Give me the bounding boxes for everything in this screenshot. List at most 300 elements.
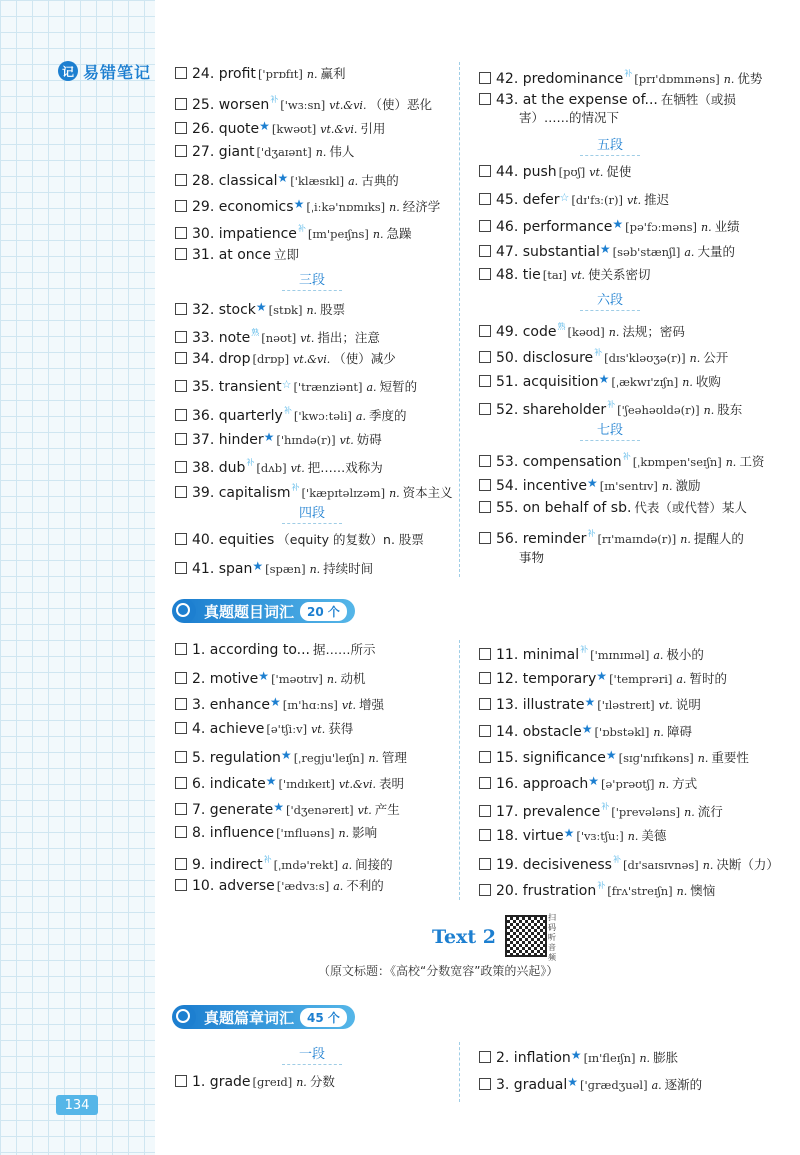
vocab-entry	[175, 531, 424, 549]
phonetic: [ə'tʃiːv]	[266, 721, 308, 736]
vocab-word: 15. significance	[496, 749, 606, 766]
vocab-word: 26. quote	[192, 120, 260, 137]
checkbox[interactable]	[479, 777, 491, 789]
checkbox[interactable]	[479, 375, 491, 387]
mark-icon: 补	[263, 854, 272, 864]
paragraph-heading: 一段	[282, 1046, 342, 1065]
mark-icon: ★	[255, 300, 267, 315]
vocab-word: 7. generate	[192, 802, 274, 819]
phonetic: ['ɪnfluəns]	[276, 826, 335, 841]
vocab-word: 3. gradual	[496, 1077, 568, 1093]
vocab-entry	[175, 641, 376, 659]
mark-icon: 补	[594, 348, 603, 357]
phonetic: [ɪn'fleɪʃn]	[583, 1051, 636, 1065]
mark-icon: 补	[297, 224, 306, 234]
vocab-word: 39. capitalism	[192, 485, 291, 502]
logo-text: 易错笔记	[83, 62, 152, 82]
mark-icon: 补	[580, 645, 589, 654]
part-of-speech: n.	[684, 806, 695, 820]
checkbox[interactable]	[175, 200, 187, 212]
part-of-speech: vt.&vi.	[320, 122, 358, 136]
phonetic: ['dʒaɪənt]	[256, 144, 312, 159]
vocab-entry	[479, 65, 762, 89]
mark-icon: 熟	[251, 328, 260, 337]
vocab-entry	[479, 448, 764, 472]
meaning: （使）恶化	[369, 96, 432, 112]
part-of-speech: vt.&vi.	[338, 778, 376, 791]
checkbox[interactable]	[175, 803, 187, 815]
vocab-entry	[175, 350, 396, 369]
part-of-speech: n.	[306, 304, 318, 318]
meaning: 股东	[717, 401, 743, 417]
part-of-speech: a.	[684, 246, 695, 260]
mark-icon: ★	[263, 429, 275, 444]
part-of-speech: vt.	[339, 433, 354, 447]
part-of-speech: a.	[355, 409, 366, 423]
mark-icon: ★	[588, 774, 599, 788]
vocab-entry	[479, 824, 666, 846]
mark-icon: ★	[599, 242, 611, 257]
vocab-entry	[479, 693, 701, 715]
part-of-speech: n.	[723, 73, 735, 86]
vocab-entry	[175, 454, 383, 478]
meaning: 管理	[381, 749, 407, 765]
phonetic: [kwəʊt]	[271, 121, 317, 136]
part-of-speech: vt.&vi.	[293, 352, 331, 366]
vocab-word: 16. approach	[496, 776, 589, 792]
meaning: 膨胀	[653, 1050, 679, 1065]
vocab-entry	[175, 402, 406, 426]
checkbox[interactable]	[175, 122, 187, 134]
vocab-word: 50. disclosure	[496, 350, 594, 366]
part-of-speech: n.	[703, 403, 715, 417]
checkbox[interactable]	[479, 479, 491, 491]
part-of-speech: n.	[368, 751, 379, 765]
phonetic: [spæn]	[265, 562, 306, 577]
checkbox[interactable]	[175, 486, 187, 498]
meaning: 使关系密切	[588, 267, 651, 283]
vocab-word: 24. profit	[192, 66, 256, 82]
paragraph-heading: 七段	[580, 422, 640, 441]
checkbox[interactable]	[479, 351, 491, 363]
phonetic: [kəʊd]	[567, 325, 605, 340]
phonetic: [dɪ'saɪsɪvnəs]	[622, 857, 699, 872]
vocab-word: 51. acquisition	[496, 373, 599, 390]
vocab-word: 18. virtue	[496, 828, 564, 845]
part-of-speech: n.	[725, 455, 737, 469]
checkbox[interactable]	[479, 72, 491, 84]
phonetic: ['ʃeəhəʊldə(r)]	[617, 402, 700, 417]
vocab-word: 1. grade	[192, 1074, 251, 1090]
vocab-word: 34. drop	[192, 350, 251, 367]
mark-icon: ★	[605, 747, 617, 762]
page-number: 134	[56, 1095, 98, 1115]
checkbox[interactable]	[175, 303, 187, 315]
banner-count: 45 个	[300, 1008, 347, 1027]
phonetic: ['klæsɪkl]	[290, 173, 345, 188]
meaning: 短暂的	[379, 378, 418, 394]
part-of-speech: a.	[366, 380, 377, 394]
part-of-speech: n.	[389, 487, 400, 501]
phonetic: [ə'prəʊtʃ]	[601, 777, 655, 791]
meaning: 公开	[703, 350, 729, 365]
checkbox[interactable]	[175, 533, 187, 545]
vocab-word: 25. worsen	[192, 96, 270, 113]
checkbox[interactable]	[175, 145, 187, 157]
checkbox[interactable]	[479, 1078, 491, 1090]
mark-icon: ★	[596, 669, 608, 684]
meaning: 收购	[695, 373, 721, 389]
meaning: 间接的	[355, 856, 393, 872]
vocab-entry	[479, 396, 742, 420]
mark-icon: ★	[259, 118, 270, 133]
part-of-speech: n.	[682, 375, 693, 389]
checkbox[interactable]	[175, 67, 187, 79]
vocab-entry	[175, 428, 382, 450]
vocab-entry	[479, 240, 735, 262]
meaning: 激励	[675, 477, 701, 493]
checkbox[interactable]	[479, 698, 491, 710]
meaning: 促使	[606, 163, 632, 179]
part-of-speech: n.	[676, 884, 688, 898]
meaning-continued: 害）……的情况下	[519, 109, 620, 125]
checkbox[interactable]	[479, 805, 491, 817]
phonetic: [prɪ'dɒmɪnəns]	[634, 72, 720, 86]
meaning: 伟人	[329, 143, 355, 159]
paragraph-heading: 三段	[282, 272, 342, 291]
part-of-speech: n.	[697, 751, 709, 765]
checkbox[interactable]	[175, 1075, 187, 1087]
vocab-word: 28. classical	[192, 172, 278, 189]
part-of-speech: n.	[372, 228, 384, 242]
paragraph-heading: 六段	[580, 292, 640, 311]
meaning: 法规；密码	[622, 324, 685, 340]
checkbox[interactable]	[479, 501, 491, 513]
meaning: 重要性	[711, 749, 749, 765]
phonetic: [frʌ'streɪʃn]	[607, 883, 673, 898]
mark-icon: 补	[246, 457, 255, 467]
vocab-word: 8. influence	[192, 825, 275, 842]
checkbox[interactable]	[479, 165, 491, 177]
mark-icon: ★	[563, 826, 575, 841]
vocab-word: 14. obstacle	[496, 723, 582, 740]
mark-icon: 补	[612, 854, 621, 864]
vocab-entry	[479, 370, 721, 392]
mark-icon: ★	[293, 196, 305, 211]
checkbox[interactable]	[175, 331, 187, 343]
phonetic: [səb'stænʃl]	[612, 245, 681, 260]
meaning: 提醒人的	[693, 531, 744, 547]
vocab-entry	[479, 1073, 702, 1095]
phonetic: ['məʊtɪv]	[271, 672, 323, 687]
checkbox[interactable]	[175, 672, 187, 684]
meaning-continued: 事物	[519, 550, 545, 566]
part-of-speech: vt.	[589, 165, 604, 179]
vocab-word: 13. illustrate	[496, 697, 585, 714]
meaning: 赢利	[320, 66, 346, 81]
meaning: 产生	[374, 802, 400, 818]
meaning: 获得	[328, 720, 354, 736]
vocab-word: 56. reminder	[496, 531, 587, 548]
part-of-speech: a.	[342, 858, 353, 872]
part-of-speech: n.	[689, 352, 701, 365]
phonetic: [drɒp]	[252, 351, 290, 366]
vocab-word: 2. motive	[192, 671, 259, 688]
checkbox[interactable]	[479, 325, 491, 337]
checkbox[interactable]	[479, 829, 491, 841]
qr-label: 扫码听音频	[548, 913, 556, 962]
part-of-speech: n.	[306, 68, 318, 81]
checkbox[interactable]	[175, 879, 187, 891]
checkbox[interactable]	[175, 461, 187, 473]
part-of-speech: vt.	[570, 269, 585, 283]
checkbox[interactable]	[175, 643, 187, 655]
pencil-icon: 记	[58, 61, 78, 81]
paragraph-heading: 五段	[580, 137, 640, 156]
original-title: （原文标题：《高校“分数宽容”政策的兴起》）	[318, 964, 559, 978]
meaning: 暂时的	[689, 671, 727, 687]
part-of-speech: n.	[338, 827, 350, 841]
vocab-word: 47. substantial	[496, 244, 600, 261]
phonetic: [dɪ'fɜː(r)]	[571, 192, 624, 207]
phonetic: [rɪ'maɪndə(r)]	[597, 532, 677, 547]
vocab-word: 1. according to...	[192, 642, 311, 658]
vocab-entry	[479, 499, 747, 517]
vocab-entry	[175, 720, 353, 739]
checkbox[interactable]	[175, 858, 187, 870]
part-of-speech: vt.	[341, 699, 357, 713]
vocab-word: 52. shareholder	[496, 401, 607, 418]
mark-icon: ★	[612, 216, 624, 231]
phonetic: ['ɪləstreɪt]	[597, 698, 655, 713]
section-banner-questions	[172, 598, 355, 624]
mark-icon: 补	[624, 69, 633, 78]
meaning: 引用	[360, 120, 386, 136]
meaning: 优势	[737, 71, 763, 86]
meaning: （使）减少	[333, 350, 396, 366]
part-of-speech: vt.	[311, 722, 326, 736]
mark-icon: 补	[601, 802, 610, 812]
part-of-speech: n.	[680, 533, 691, 547]
part-of-speech: n.	[309, 563, 321, 577]
vocab-entry	[479, 746, 749, 768]
meaning: 古典的	[361, 172, 399, 188]
vocab-entry	[479, 91, 736, 127]
checkbox[interactable]	[175, 227, 187, 239]
phonetic: ['ɒbstəkl]	[594, 724, 650, 739]
checkbox[interactable]	[479, 220, 491, 232]
magnifier-icon	[172, 599, 196, 623]
vocab-entry	[479, 215, 740, 237]
meaning: 在牺牲（或损	[660, 91, 736, 107]
checkbox[interactable]	[175, 98, 187, 110]
vocab-entry	[175, 195, 440, 217]
checkbox[interactable]	[479, 245, 491, 257]
part-of-speech: n.	[639, 1052, 651, 1065]
phonetic: ['dʒenəreɪt]	[286, 803, 354, 818]
vocab-word: 43. at the expense of...	[496, 91, 658, 108]
phonetic: [dʌb]	[256, 460, 287, 475]
phonetic: [ˌkɒmpen'seɪʃn]	[632, 454, 722, 469]
vocab-word: 44. push	[496, 163, 557, 180]
phonetic: [pə'fɔːməns]	[625, 219, 698, 234]
checkbox[interactable]	[175, 562, 187, 574]
checkbox[interactable]	[479, 193, 491, 205]
checkbox[interactable]	[175, 352, 187, 364]
part-of-speech: a.	[653, 649, 664, 662]
checkbox[interactable]	[479, 268, 491, 280]
vocab-word: 49. code	[496, 324, 557, 341]
vocab-word: 17. prevalence	[496, 804, 601, 821]
mark-icon: ★	[584, 695, 596, 710]
vocab-word: 40. equities	[192, 532, 275, 549]
phonetic: [ˌækwɪ'zɪʃn]	[611, 374, 679, 389]
part-of-speech: a.	[676, 673, 687, 687]
mark-icon: ☆	[281, 377, 292, 391]
checkbox[interactable]	[479, 93, 491, 105]
vocab-entry	[175, 376, 417, 397]
vocab-word: 20. frustration	[496, 882, 597, 899]
text-heading: Text 2	[432, 926, 496, 948]
checkbox[interactable]	[479, 858, 491, 870]
vocab-entry	[175, 772, 404, 794]
phonetic: ['ɪndɪkeɪt]	[278, 777, 335, 791]
checkbox[interactable]	[479, 751, 491, 763]
meaning: 不利的	[346, 877, 384, 893]
meaning: 季度的	[368, 407, 407, 423]
phonetic: [ɡreɪd]	[252, 1075, 293, 1089]
phonetic: [ˌɪndə'rekt]	[273, 857, 339, 872]
mark-icon: ★	[277, 170, 289, 185]
phonetic: ['prɒfɪt]	[257, 67, 303, 81]
meaning: 动机	[340, 671, 366, 687]
vocab-word: 11. minimal	[496, 647, 580, 663]
vocab-word: 32. stock	[192, 302, 256, 319]
meaning: 工资	[739, 453, 765, 469]
vocab-entry	[479, 266, 651, 285]
part-of-speech: n.	[315, 145, 327, 159]
vocab-word: 35. transient	[192, 378, 282, 395]
meaning: 说明	[675, 697, 701, 713]
checkbox[interactable]	[175, 751, 187, 763]
checkbox[interactable]	[479, 884, 491, 896]
meaning: 方式	[672, 776, 698, 791]
mark-icon: ★	[567, 1075, 579, 1089]
part-of-speech: n.	[653, 725, 664, 739]
mark-icon: ★	[570, 1048, 582, 1062]
phonetic: [stɒk]	[268, 303, 303, 318]
vocab-entry	[175, 143, 354, 162]
checkbox[interactable]	[175, 248, 187, 260]
vocab-entry	[479, 318, 685, 342]
checkbox[interactable]	[479, 725, 491, 737]
vocab-entry	[479, 641, 704, 665]
meaning: 障碍	[666, 723, 692, 739]
phonetic: ['temprəri]	[609, 672, 673, 687]
part-of-speech: a.	[348, 174, 359, 188]
checkbox[interactable]	[479, 648, 491, 660]
part-of-speech: vt.	[300, 332, 315, 345]
phonetic: [ɪn'sentɪv]	[599, 478, 658, 493]
checkbox[interactable]	[479, 672, 491, 684]
vocab-word: 37. hinder	[192, 431, 264, 448]
vocab-entry	[479, 720, 692, 742]
checkbox[interactable]	[175, 174, 187, 186]
checkbox[interactable]	[479, 532, 491, 544]
mark-icon: 补	[597, 880, 606, 890]
part-of-speech: vt.&vi.	[329, 98, 367, 112]
phonetic: ['hɪndə(r)]	[276, 432, 336, 447]
meaning: 股票	[320, 302, 346, 318]
meaning: 推迟	[644, 191, 670, 207]
vocab-entry	[479, 1046, 678, 1068]
vocab-entry	[479, 344, 728, 368]
vocab-word: 42. predominance	[496, 71, 624, 87]
vocab-entry	[175, 246, 299, 264]
phonetic: ['kwɔːtəli]	[293, 408, 352, 423]
checkbox[interactable]	[479, 403, 491, 415]
mark-icon: ★	[258, 669, 270, 684]
meaning: 妨碍	[356, 431, 382, 447]
checkbox[interactable]	[175, 380, 187, 392]
vocab-entry	[175, 91, 432, 115]
checkbox[interactable]	[175, 698, 187, 710]
vocab-entry	[175, 693, 384, 715]
mark-icon: ★	[252, 559, 264, 574]
mark-icon: 补	[622, 451, 631, 461]
vocab-entry	[479, 189, 669, 210]
meaning: （equity 的复数）n. 股票	[277, 532, 424, 548]
part-of-speech: vt.	[658, 699, 673, 713]
checkbox[interactable]	[175, 777, 187, 789]
phonetic: [ˌiːkə'nɒmɪks]	[306, 199, 386, 214]
vocab-entry	[175, 851, 393, 875]
mark-icon: 补	[291, 483, 300, 493]
phonetic: ['trænziənt]	[293, 379, 363, 394]
vocab-word: 27. giant	[192, 143, 255, 160]
meaning: 决断（力）	[716, 856, 779, 872]
checkbox[interactable]	[479, 455, 491, 467]
vocab-word: 41. span	[192, 561, 253, 578]
vocab-entry	[175, 324, 380, 348]
vocab-word: 19. decisiveness	[496, 856, 612, 873]
meaning: 据……所示	[313, 642, 376, 657]
column-divider	[459, 640, 460, 900]
vocab-word: 33. note	[192, 330, 251, 346]
qr-code-icon[interactable]	[505, 915, 547, 957]
vocab-word: 5. regulation	[192, 749, 281, 766]
meaning: 急躁	[386, 226, 412, 242]
checkbox[interactable]	[175, 433, 187, 445]
phonetic: ['ɡrædʒuəl]	[580, 1078, 648, 1092]
vocab-entry	[175, 298, 345, 320]
part-of-speech: n.	[608, 326, 620, 340]
meaning: 资本主义	[402, 485, 453, 501]
checkbox[interactable]	[175, 722, 187, 734]
phonetic: [ɪn'hɑːns]	[282, 698, 338, 713]
vocab-entry	[175, 798, 400, 820]
vocab-entry	[175, 824, 377, 843]
phonetic: [ɪm'peɪʃns]	[307, 227, 369, 242]
checkbox[interactable]	[175, 409, 187, 421]
checkbox[interactable]	[479, 1051, 491, 1063]
vocab-word: 6. indicate	[192, 776, 266, 792]
checkbox[interactable]	[175, 826, 187, 838]
vocab-word: 29. economics	[192, 198, 294, 215]
vocab-word: 46. performance	[496, 218, 613, 235]
vocab-entry	[479, 525, 744, 567]
part-of-speech: n.	[389, 200, 400, 214]
